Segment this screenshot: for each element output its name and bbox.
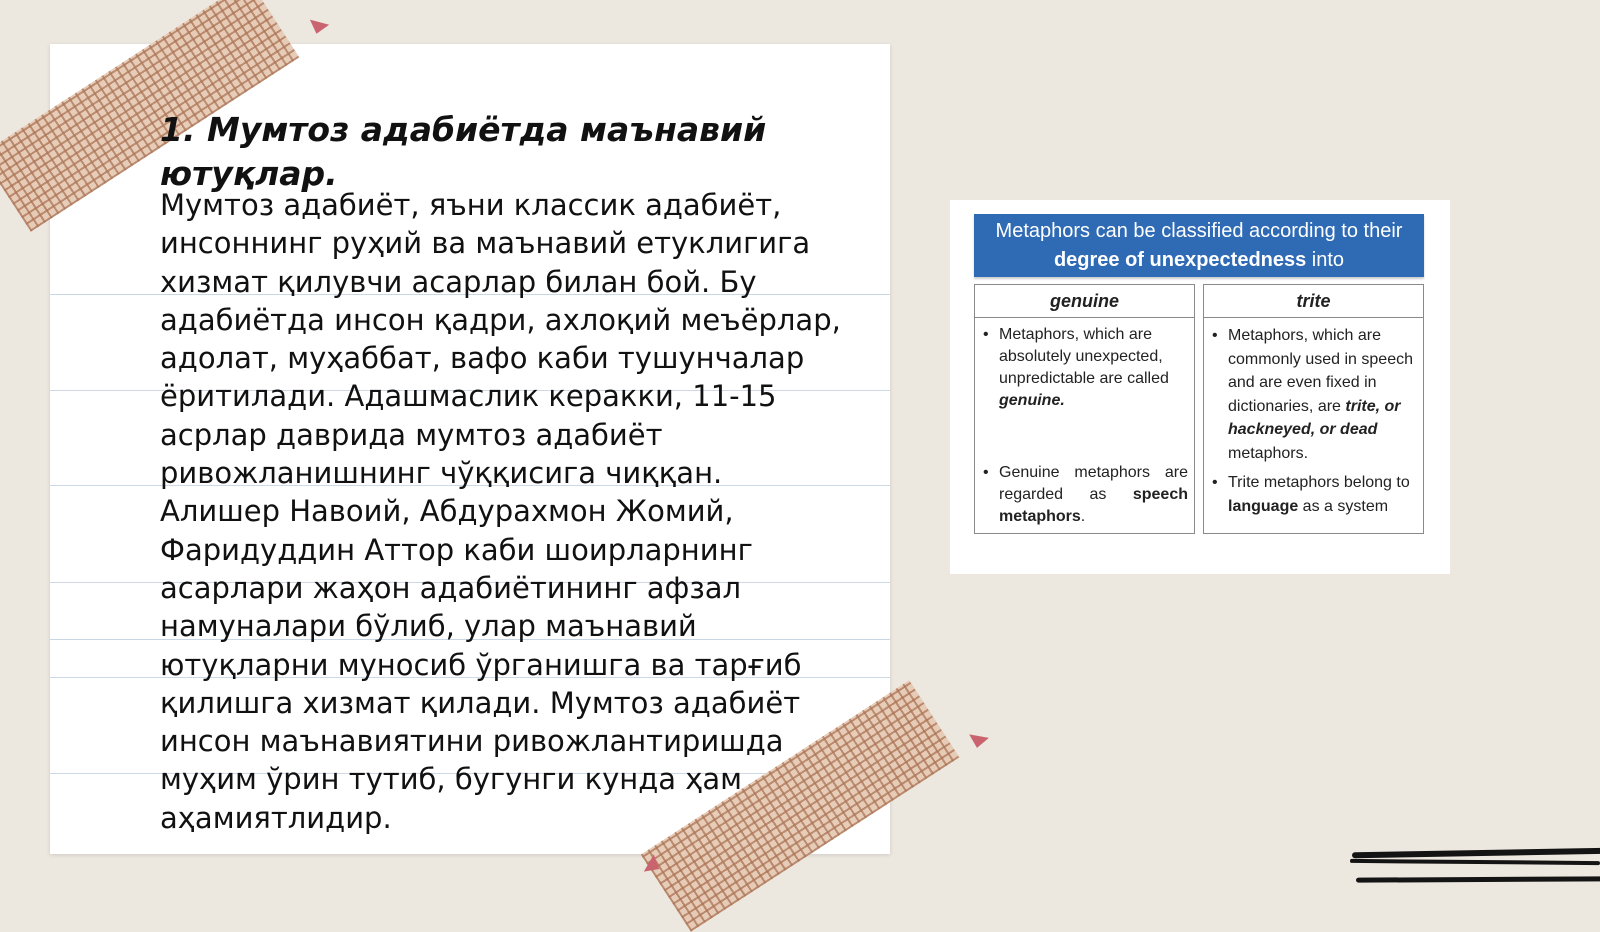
- figure-header-text-end: into: [1306, 249, 1345, 271]
- list-item-text: Metaphors, which are commonly used in speech and are even fixed in dictionaries, are: [1228, 327, 1413, 415]
- genuine-list: [975, 318, 1194, 528]
- figure-header-text: Metaphors can be classified according to their: [995, 220, 1403, 242]
- list-item-text-end: as a system: [1298, 497, 1389, 515]
- metaphor-classification-figure: [950, 200, 1450, 574]
- figure-header: [974, 214, 1424, 277]
- pink-corner-decoration: [967, 734, 989, 749]
- trite-column-title: trite: [1204, 285, 1423, 318]
- genuine-column: [974, 284, 1195, 534]
- list-item-bold: speech metaphors: [999, 486, 1188, 525]
- list-item-bold: genuine.: [999, 392, 1065, 409]
- list-item: [999, 324, 1188, 412]
- list-item-text: Metaphors, which are absolutely unexpected, unpredictable are called: [999, 326, 1169, 387]
- list-item-text-end: metaphors.: [1228, 444, 1309, 462]
- list-item-text: Trite metaphors belong to: [1228, 474, 1410, 491]
- pink-corner-decoration: [307, 20, 329, 37]
- figure-header-bold: degree of unexpectedness: [1053, 249, 1307, 271]
- brush-stroke-decoration: [1350, 859, 1600, 865]
- brush-stroke-decoration: [1356, 876, 1600, 882]
- genuine-column-title: genuine: [975, 285, 1194, 318]
- list-item-bold: trite, or hackneyed, or dead: [1228, 397, 1401, 438]
- list-item-text-end: .: [1080, 508, 1086, 525]
- slide-body-text: Мумтоз адабиёт, яъни классик адабиёт, инсоннинг руҳий ва маънавий етуклигига хизмат қилувчи асарлар билан бой. Бу адабиётда инсон қадри, ахлоқий меъёрлар, адолат, муҳаббат, вафо каби тушунчалар ёритилади. Адашмаслик керакки, 11-15 асрлар даврида мумтоз адабиёт ривожланишнинг чўққисига чиққан. Алишер Навоий, Абдурахмон Жомий, Фаридуддин Аттор каби шоирларнинг асарлари жаҳон адабиётининг афзал намуналари бўлиб, улар маънавий ютуқларни муносиб ўрганишга ва тарғиб қилишга хизмат қилади. Мумтоз адабиёт инсон маънавиятини ривожлантиришда муҳим ўрин тутиб, бугунги кунда ҳам аҳамиятлидир.: [160, 188, 841, 835]
- list-item-text: Genuine metaphors are regarded as: [999, 464, 1188, 503]
- list-item: [999, 462, 1188, 528]
- trite-list: [1204, 318, 1423, 518]
- list-item: [1228, 324, 1417, 465]
- slide-heading: 1. Мумтоз адабиётда маънавий ютуқлар.: [160, 110, 767, 193]
- list-item-bold: language: [1228, 497, 1299, 515]
- brush-stroke-decoration: [1352, 848, 1600, 859]
- trite-column: [1203, 284, 1424, 534]
- list-item: [1228, 471, 1417, 518]
